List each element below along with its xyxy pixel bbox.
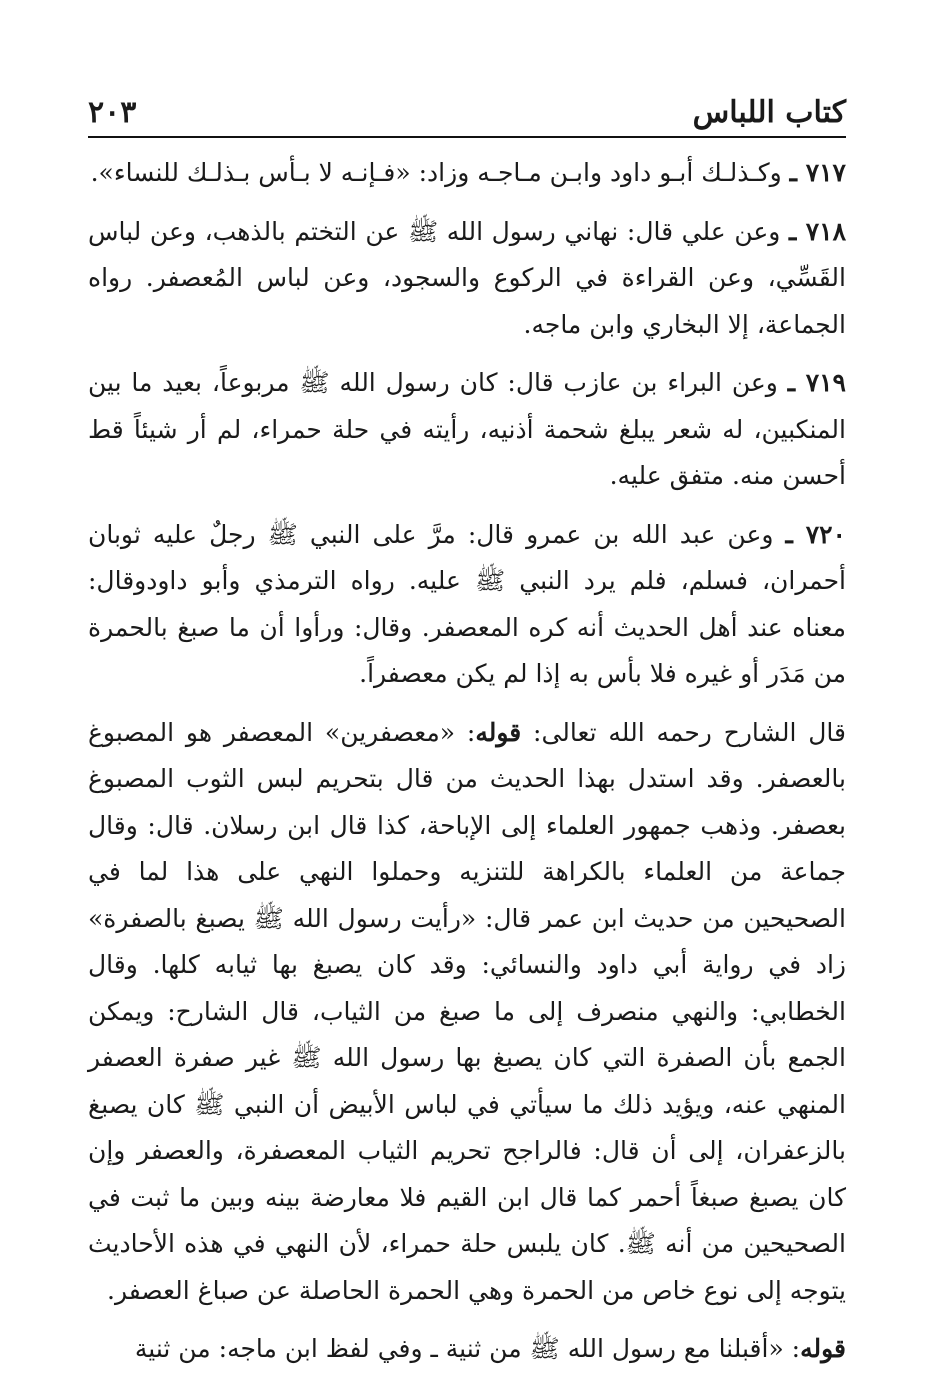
- page-number: ٢٠٣: [88, 95, 137, 130]
- hadith-number: ٧١٨ ـ: [789, 216, 847, 246]
- hadith-719: [88, 360, 846, 500]
- commentary: [88, 710, 846, 1315]
- book-title: كتاب اللباس: [692, 95, 846, 130]
- hadith-number: ٧٢٠ ـ: [785, 519, 846, 549]
- hadith-717: [88, 150, 846, 197]
- commentary-intro: قال الشارح رحمه الله تعالى:: [521, 717, 846, 747]
- page-content: [88, 138, 846, 1373]
- hadith-text: وعن علي قال: نهاني رسول الله ﷺ عن التختم بالذهب، وعن لباس القَسِّي، وعن القراءة في الركوع والسجود، وعن لباس المُعصفر. رواه الجماعة، إلا البخاري وابن ماجه.: [88, 216, 846, 339]
- page-header: [88, 86, 846, 138]
- continuation-text: : «أقبلنا مع رسول الله ﷺ من ثنية ـ وفي لفظ ابن ماجه: من ثنية: [134, 1334, 801, 1363]
- hadith-text: وعن البراء بن عازب قال: كان رسول الله ﷺ مربوعاً، بعيد ما بين المنكبين، له شعر يبلغ شحمة أذنيه، رأيته في حلة حمراء، لم أر شيئاً قط أحسن منه. متفق عليه.: [88, 368, 846, 490]
- hadith-number: ٧١٩ ـ: [787, 368, 846, 397]
- commentary-continuation: [88, 1326, 846, 1373]
- hadith-720: [88, 512, 846, 698]
- hadith-text: وعن عبد الله بن عمرو قال: مرَّ على النبي ﷺ رجلٌ عليه ثوبان أحمران، فسلم، فلم يرد النبي ﷺ عليه. رواه الترمذي وأبو داودوقال: معناه عند أهل الحديث أنه كره المعصفر. وقال: ورأوا أن ما صبغ بالحمرة من مَدَر أو غيره فلا بأس به إذا لم يكن معصفراً.: [88, 519, 846, 688]
- page: [88, 86, 846, 1373]
- hadith-718: [88, 209, 846, 349]
- commentary-keyword: قوله: [475, 717, 522, 747]
- commentary-text: : «معصفرين» المعصفر هو المصبوغ بالعصفر. وقد استدل بهذا الحديث من قال بتحريم لبس الثوب المصبوغ بعصفر. وذهب جمهور العلماء إلى الإباحة، كذا قال ابن رسلان. قال: وقال جماعة من العلماء بالكراهة للتنزيه وحملوا النهي على هذا لما في الصحيحين من حديث ابن عمر قال: «رأيت رسول الله ﷺ يصبغ بالصفرة» زاد في رواية أبي داود والنسائي: وقد كان يصبغ بها ثيابه كلها. وقال الخطابي: والنهي منصرف إلى ما صبغ من الثياب، قال الشارح: ويمكن الجمع بأن الصفرة التي كان يصبغ بها رسول الله ﷺ غير صفرة العصفر المنهي عنه، ويؤيد ذلك ما سيأتي في لباس الأبيض أن النبي ﷺ كان يصبغ بالزعفران، إلى أن قال: فالراجح تحريم الثياب المعصفرة، والعصفر وإن كان يصبغ صبغاً أحمر كما قال ابن القيم فلا معارضة بينه وبين ما ثبت في الصحيحين من أنه ﷺ. كان يلبس حلة حمراء، لأن النهي في هذه الأحاديث يتوجه إلى نوع خاص من الحمرة وهي الحمرة الحاصلة عن صباغ العصفر.: [88, 717, 846, 1305]
- continuation-keyword: قوله: [800, 1334, 846, 1363]
- hadith-text: وكـذلـك أبـو داود وابـن مـاجـه وزاد: «فـإنـه لا بـأس بـذلـك للنساء».: [90, 158, 790, 187]
- hadith-number: ٧١٧ ـ: [789, 158, 846, 187]
